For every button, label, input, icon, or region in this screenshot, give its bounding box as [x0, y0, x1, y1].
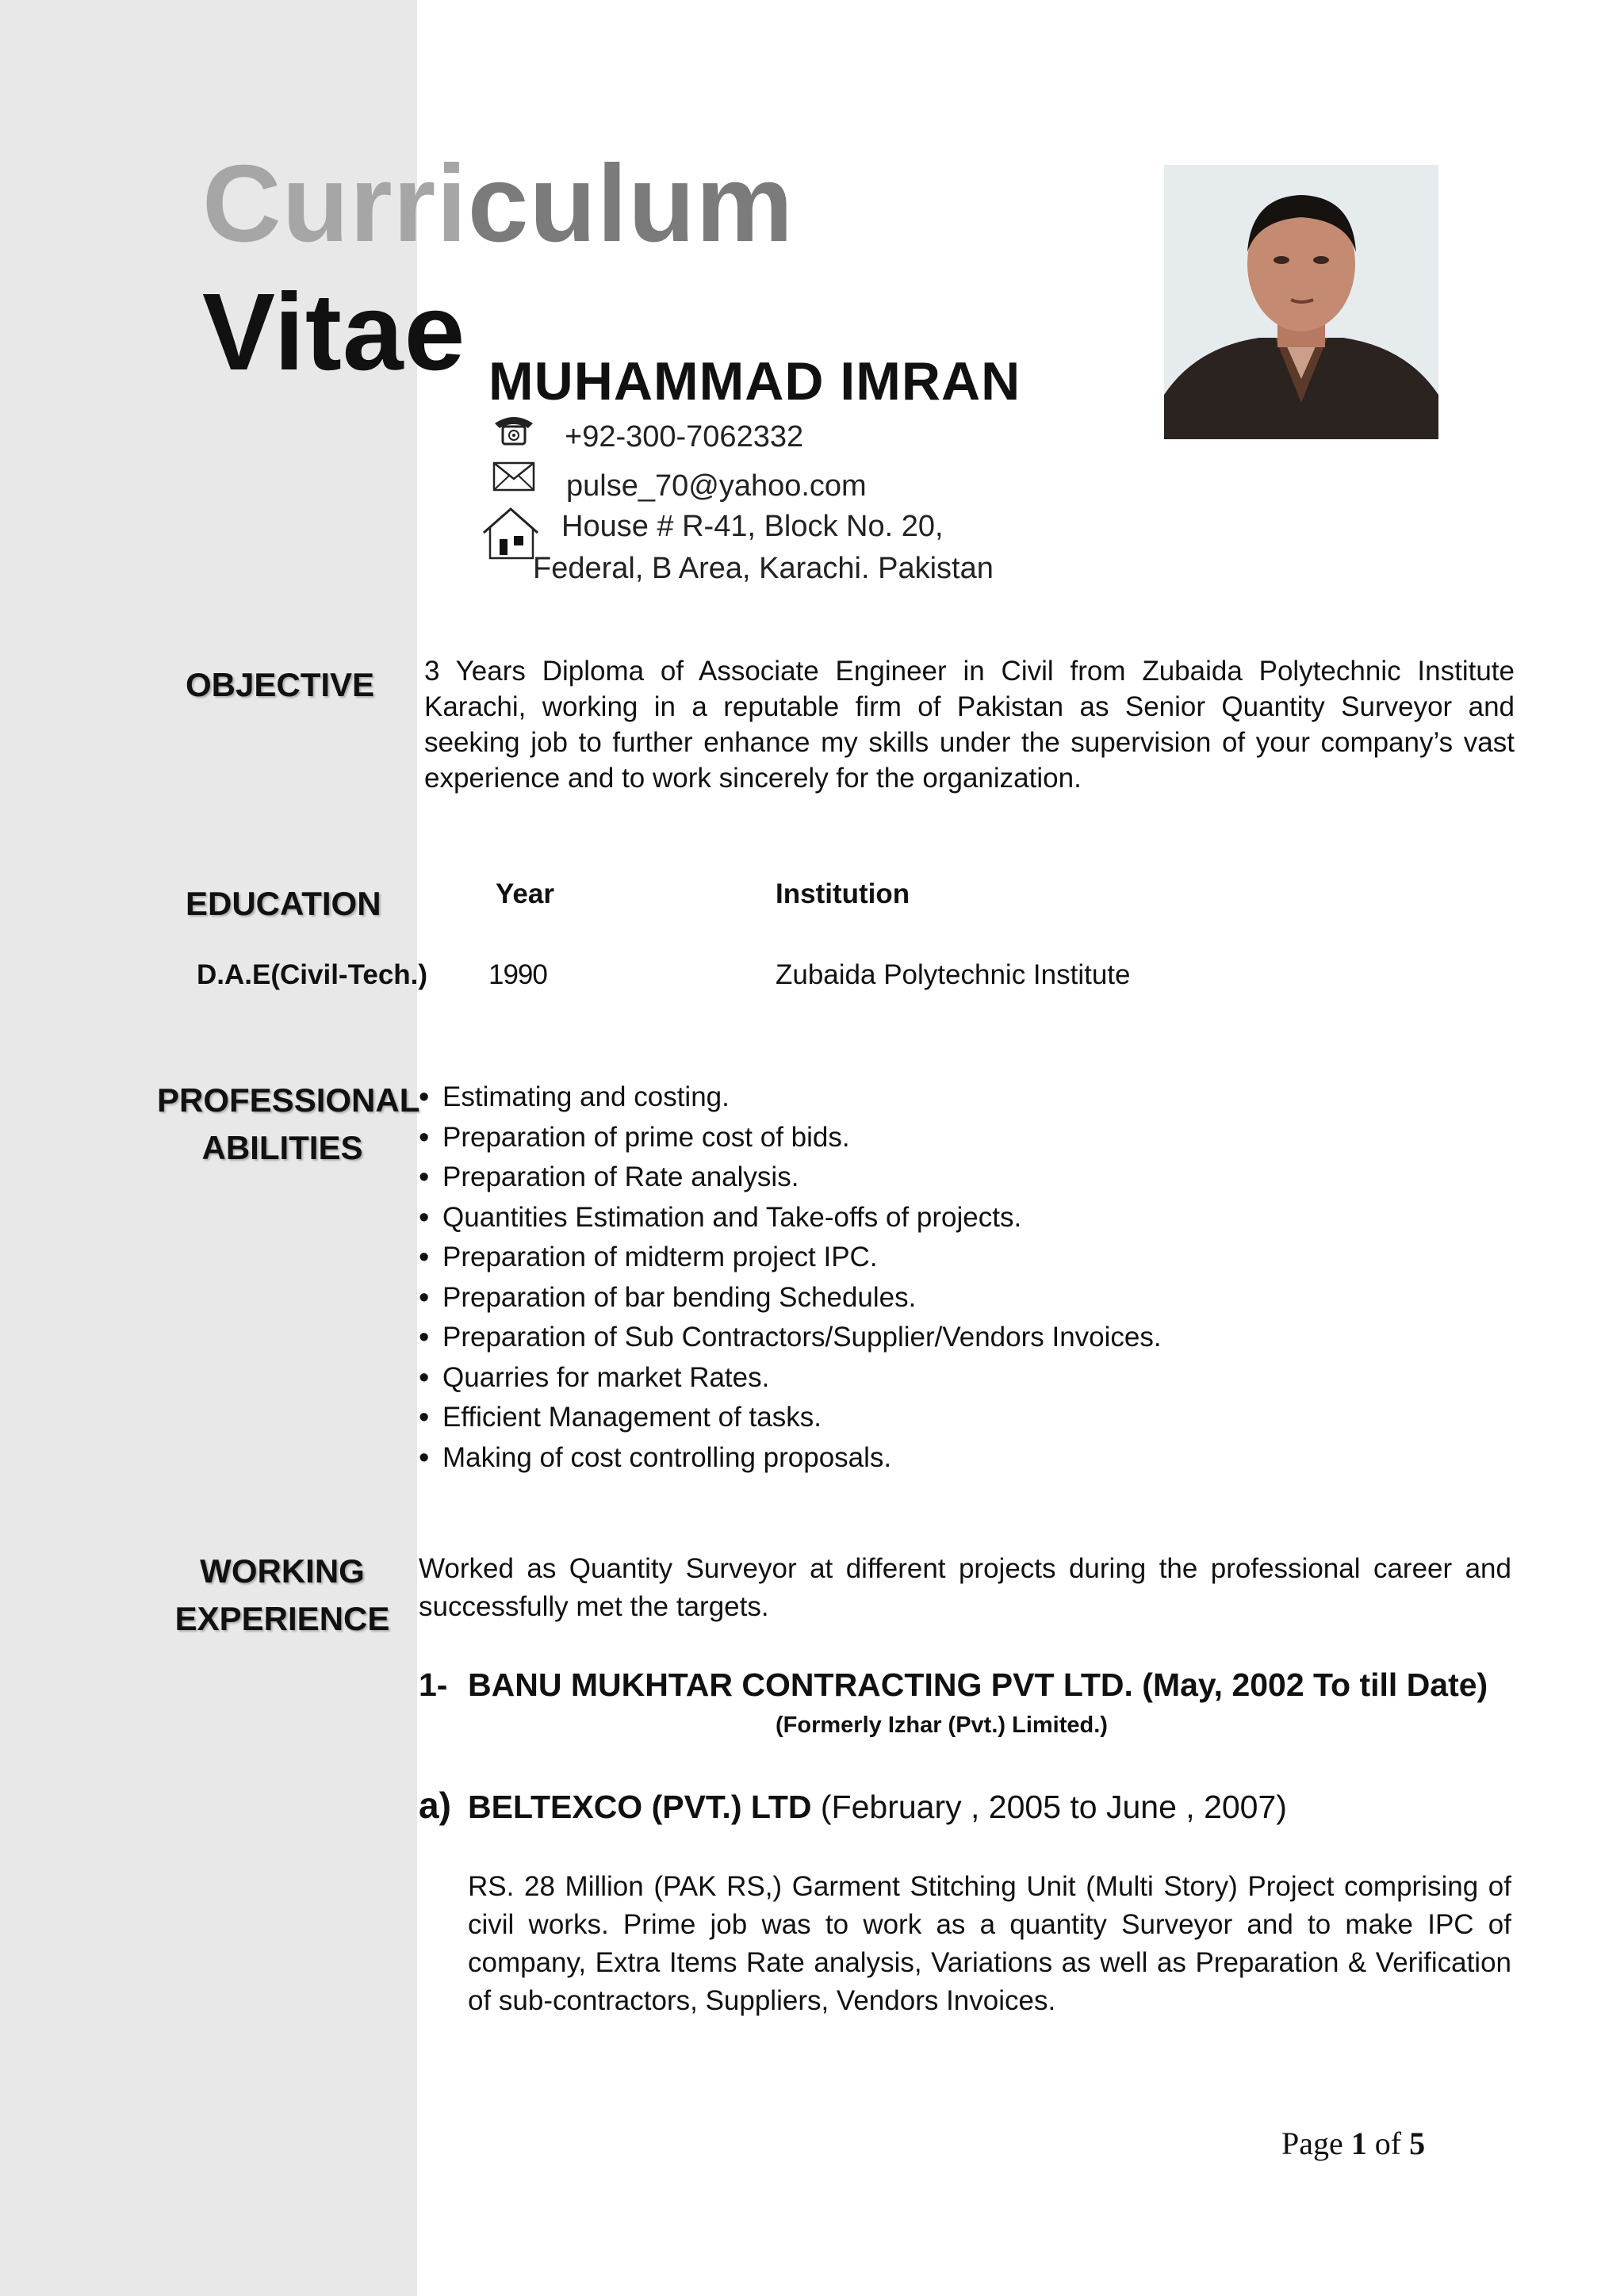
company-line: [419, 1667, 1488, 1704]
abilities-list: [417, 1077, 1162, 1478]
abilities-heading-line2: ABILITIES: [201, 1129, 363, 1166]
cv-title-dark-part: culum: [467, 143, 795, 265]
education-institution: Zubaida Polytechnic Institute: [776, 959, 1131, 990]
education-col-institution: Institution: [776, 878, 910, 909]
project-period: (February , 2005 to June , 2007): [811, 1789, 1287, 1825]
experience-intro: Worked as Quantity Surveyor at different projects during the professional career and successfully met the targets.: [419, 1553, 1511, 1622]
list-item: • Preparation of Sub Contractors/Supplier/Vendors Invoices.: [417, 1318, 1162, 1358]
experience-heading: [163, 1548, 401, 1643]
education-degree: D.A.E(Civil-Tech.): [197, 959, 428, 990]
company-name: BANU MUKHTAR CONTRACTING PVT LTD. (May, 2002 To till Date): [468, 1667, 1488, 1703]
abilities-heading-line1: PROFESSIONAL: [157, 1081, 420, 1119]
project-name: BELTEXCO (PVT.) LTD: [468, 1789, 812, 1825]
project-letter: a): [419, 1785, 451, 1826]
envelope-icon: [492, 460, 538, 495]
page-of: of: [1366, 2126, 1410, 2161]
experience-heading-line2: EXPERIENCE: [174, 1600, 390, 1637]
objective-text: 3 Years Diploma of Associate Engineer in Civil from Zubaida Polytechnic Institute Karachi, working in a reputable firm of Pakistan as Senior Quantity Surveyor and seeking job to further enhance my skills under the supervision of your company’s vast experience and to work sincerely for the organization.: [424, 656, 1515, 794]
list-item: • Quarries for market Rates.: [417, 1358, 1162, 1399]
email-address: pulse_70@yahoo.com: [566, 469, 867, 503]
telephone-icon: [492, 412, 536, 447]
list-item: • Making of cost controlling proposals.: [417, 1438, 1162, 1479]
cv-title-light-part: Curri: [202, 143, 468, 265]
list-item: • Preparation of Rate analysis.: [417, 1158, 1162, 1198]
address-line1: House # R-41, Block No. 20,: [561, 510, 944, 543]
page-number: [1281, 2125, 1425, 2162]
phone-number: +92-300-7062332: [565, 420, 804, 453]
cv-title-line1: [202, 143, 795, 265]
list-item: • Estimating and costing.: [417, 1077, 1162, 1118]
page-prefix: Page: [1281, 2126, 1351, 2161]
page-total: 5: [1409, 2126, 1426, 2161]
experience-heading-line1: WORKING: [200, 1552, 365, 1590]
list-item: • Preparation of bar bending Schedules.: [417, 1278, 1162, 1318]
address-line2: Federal, B Area, Karachi. Pakistan: [533, 552, 994, 585]
profile-photo: [1164, 165, 1438, 439]
company-number: 1-: [419, 1667, 448, 1703]
page-current: 1: [1350, 2126, 1367, 2161]
list-item: • Quantities Estimation and Take-offs of projects.: [417, 1198, 1162, 1238]
objective-heading: OBJECTIVE: [186, 666, 375, 703]
project-line: [419, 1784, 1287, 1827]
candidate-name: MUHAMMAD IMRAN: [488, 351, 1021, 411]
list-item: • Efficient Management of tasks.: [417, 1398, 1162, 1438]
list-item: • Preparation of midterm project IPC.: [417, 1238, 1162, 1278]
house-icon: [481, 504, 541, 561]
project-description: RS. 28 Million (PAK RS,) Garment Stitching Unit (Multi Story) Project comprising of civil works. Prime job was to work as a quantity Surveyor and to make IPC of company, Extra Items Rate analysis, Variations as well as Preparation & Verification of sub-contractors, Suppliers, Vendors Invoices.: [468, 1871, 1511, 2016]
education-heading: EDUCATION: [186, 885, 381, 922]
list-item: • Preparation of prime cost of bids.: [417, 1118, 1162, 1158]
education-year: 1990: [488, 959, 547, 990]
company-formerly: (Formerly Izhar (Pvt.) Limited.): [776, 1712, 1108, 1738]
education-col-year: Year: [496, 878, 554, 909]
abilities-heading: [157, 1077, 420, 1172]
cv-title-line2: Vitae: [202, 271, 466, 393]
